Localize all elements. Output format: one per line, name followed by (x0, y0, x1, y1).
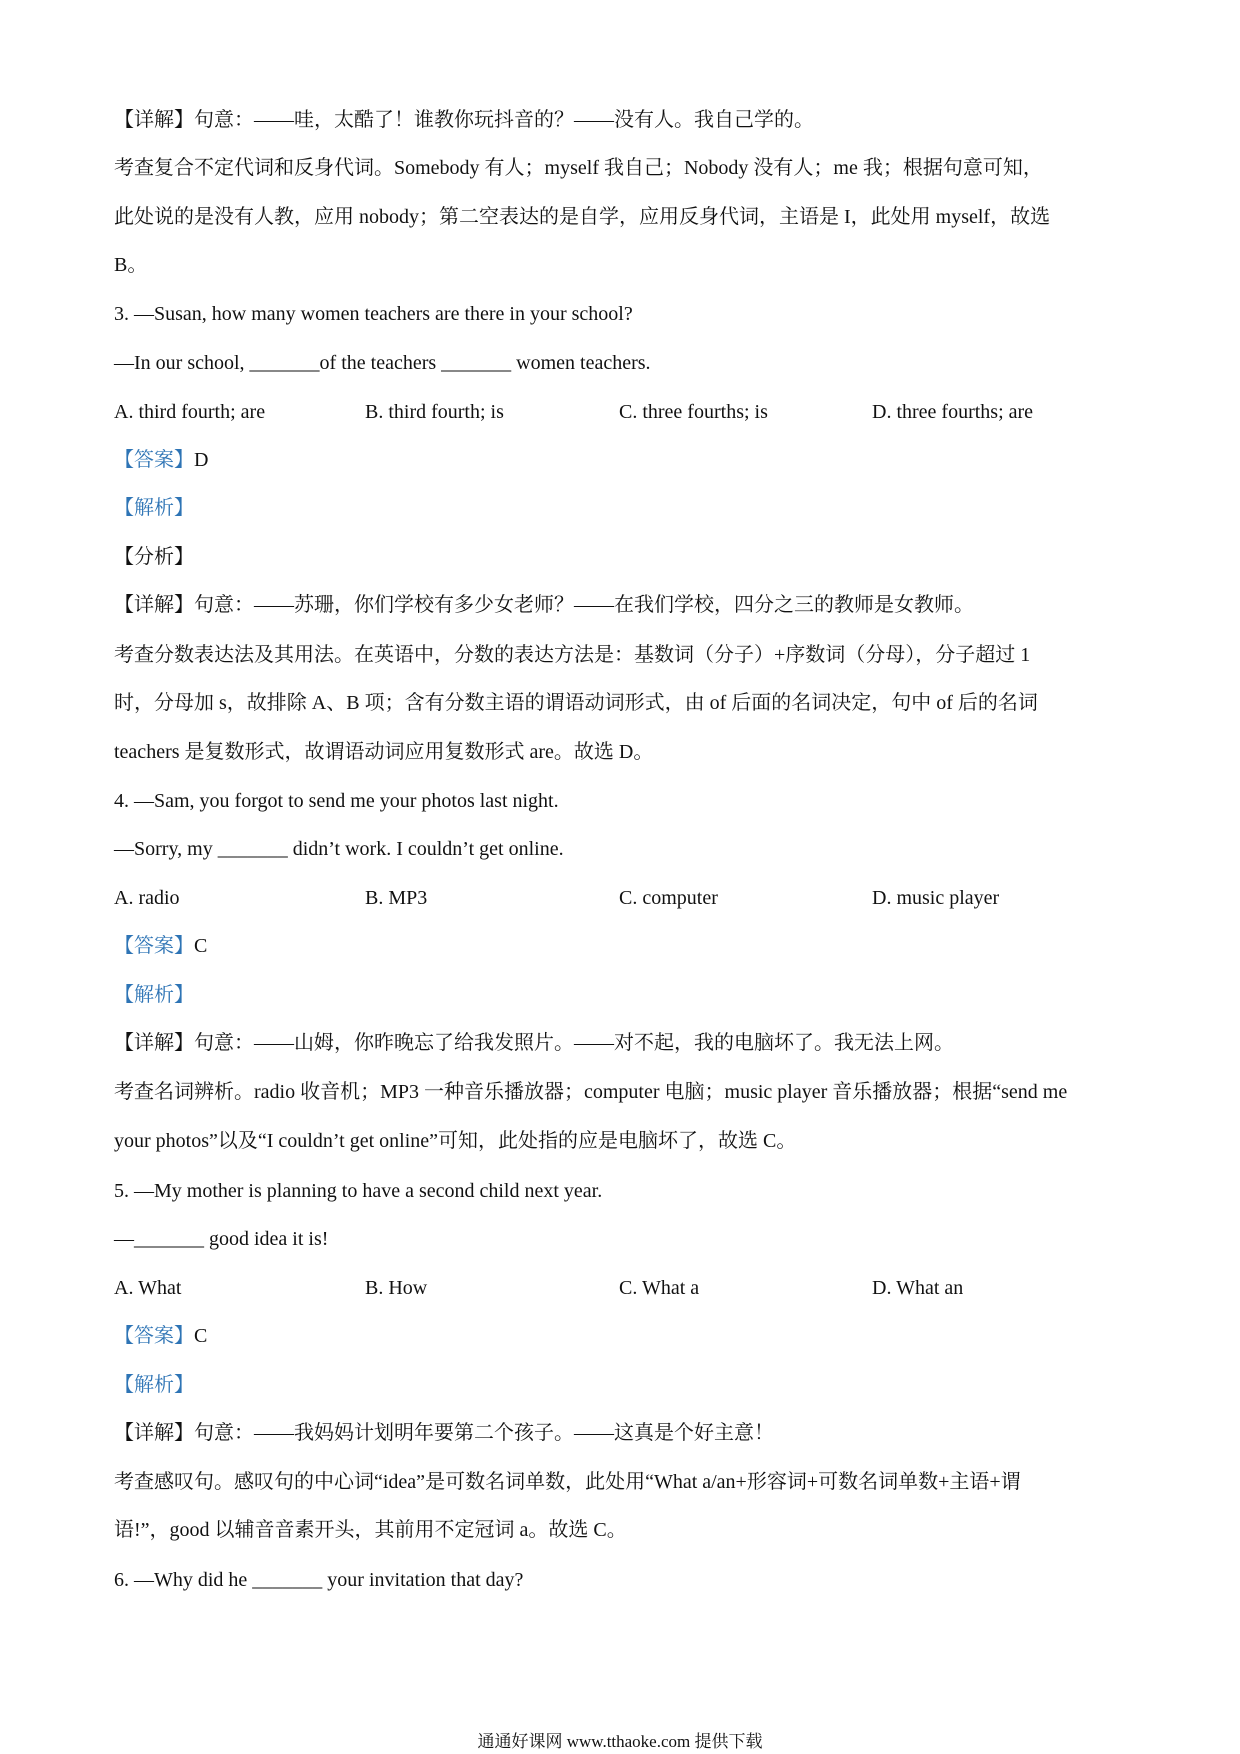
q5-option-d: D. What an (872, 1277, 964, 1299)
fenxi-label: 【分析】 (114, 546, 194, 568)
q3-expl-line: 考查分数表达法及其用法。在英语中，分数的表达方法是：基数词（分子）+序数词（分母），分子超过 1 (114, 644, 1031, 666)
answer-label: 【答案】 (114, 1325, 194, 1347)
q3-stem: 3. —Susan, how many women teachers are there in your school? (114, 303, 633, 325)
detail-text: 句意：——苏珊，你们学校有多少女老师？——在我们学校，四分之三的教师是女教师。 (194, 594, 974, 616)
q4-option-d: D. music player (872, 887, 1000, 909)
q3-option-b: B. third fourth; is (365, 401, 504, 423)
q5-stem: 5. —My mother is planning to have a second child next year. (114, 1180, 603, 1202)
q4-answer (114, 933, 207, 959)
answer-value: D (194, 449, 209, 471)
q4-stem: 4. —Sam, you forgot to send me your photos last night. (114, 790, 559, 812)
q5-expl-line: 语!”，good 以辅音音素开头，其前用不定冠词 a。故选 C。 (114, 1519, 627, 1541)
q5-option-a: A. What (114, 1277, 182, 1299)
q3-answer (114, 447, 208, 473)
q3-expl-line: 时，分母加 s，故排除 A、B 项；含有分数主语的谓语动词形式，由 of 后面的名词决定，句中 of 后的名词 (114, 692, 1038, 714)
q3-option-c: C. three fourths; is (619, 401, 768, 423)
q5-expl-line: 考查感叹句。感叹句的中心词“idea”是可数名词单数，此处用“What a/an+形容词+可数名词单数+主语+谓 (114, 1471, 1021, 1493)
q3-expl-line: teachers 是复数形式，故谓语动词应用复数形式 are。故选 D。 (114, 741, 654, 763)
detail-text: 句意：——哇，太酷了！谁教你玩抖音的？——没有人。我自己学的。 (194, 109, 814, 131)
detail-label: 【详解】 (114, 1032, 194, 1054)
detail-text: 句意：——山姆，你昨晚忘了给我发照片。——对不起，我的电脑坏了。我无法上网。 (194, 1032, 954, 1054)
q6-stem: 6. —Why did he _______ your invitation that day? (114, 1569, 524, 1591)
analysis-label: 【解析】 (114, 497, 194, 519)
q3-detail (114, 592, 974, 618)
analysis-label: 【解析】 (114, 984, 194, 1006)
q5-option-b: B. How (365, 1277, 428, 1299)
answer-label: 【答案】 (114, 449, 194, 471)
answer-value: C (194, 935, 208, 957)
q3-option-d: D. three fourths; are (872, 401, 1034, 423)
q2-expl-line: B。 (114, 254, 148, 276)
q4-option-a: A. radio (114, 887, 180, 909)
detail-label: 【详解】 (114, 1422, 194, 1444)
q3-stem: —In our school, _______of the teachers _______ women teachers. (114, 352, 651, 374)
q3-option-a: A. third fourth; are (114, 401, 266, 423)
answer-label: 【答案】 (114, 935, 194, 957)
q5-option-c: C. What a (619, 1277, 700, 1299)
q2-expl-line: 此处说的是没有人教，应用 nobody；第二空表达的是自学，应用反身代词，主语是 I，此处用 myself，故选 (114, 206, 1051, 228)
q4-option-b: B. MP3 (365, 887, 428, 909)
q2-expl-line: 考查复合不定代词和反身代词。Somebody 有人；myself 我自己；Nobody 没有人；me 我；根据句意可知， (114, 157, 1043, 179)
detail-text: 句意：——我妈妈计划明年要第二个孩子。——这真是个好主意！ (194, 1422, 774, 1444)
q4-option-c: C. computer (619, 887, 718, 909)
page-footer: 通通好课网 www.tthaoke.com 提供下载 (477, 1732, 763, 1751)
q2-detail (114, 107, 814, 133)
answer-value: C (194, 1325, 208, 1347)
q4-stem: —Sorry, my _______ didn’t work. I couldn’t get online. (114, 838, 564, 860)
q5-answer (114, 1323, 207, 1349)
q5-detail (114, 1420, 774, 1446)
detail-label: 【详解】 (114, 109, 194, 131)
q5-stem: —_______ good idea it is! (114, 1228, 329, 1250)
detail-label: 【详解】 (114, 594, 194, 616)
q4-expl-line: your photos”以及“I couldn’t get online”可知，此处指的应是电脑坏了，故选 C。 (114, 1130, 797, 1152)
analysis-label: 【解析】 (114, 1374, 194, 1396)
q4-expl-line: 考查名词辨析。radio 收音机；MP3 一种音乐播放器；computer 电脑；music player 音乐播放器；根据“send me (114, 1081, 1068, 1103)
q4-detail (114, 1030, 954, 1056)
